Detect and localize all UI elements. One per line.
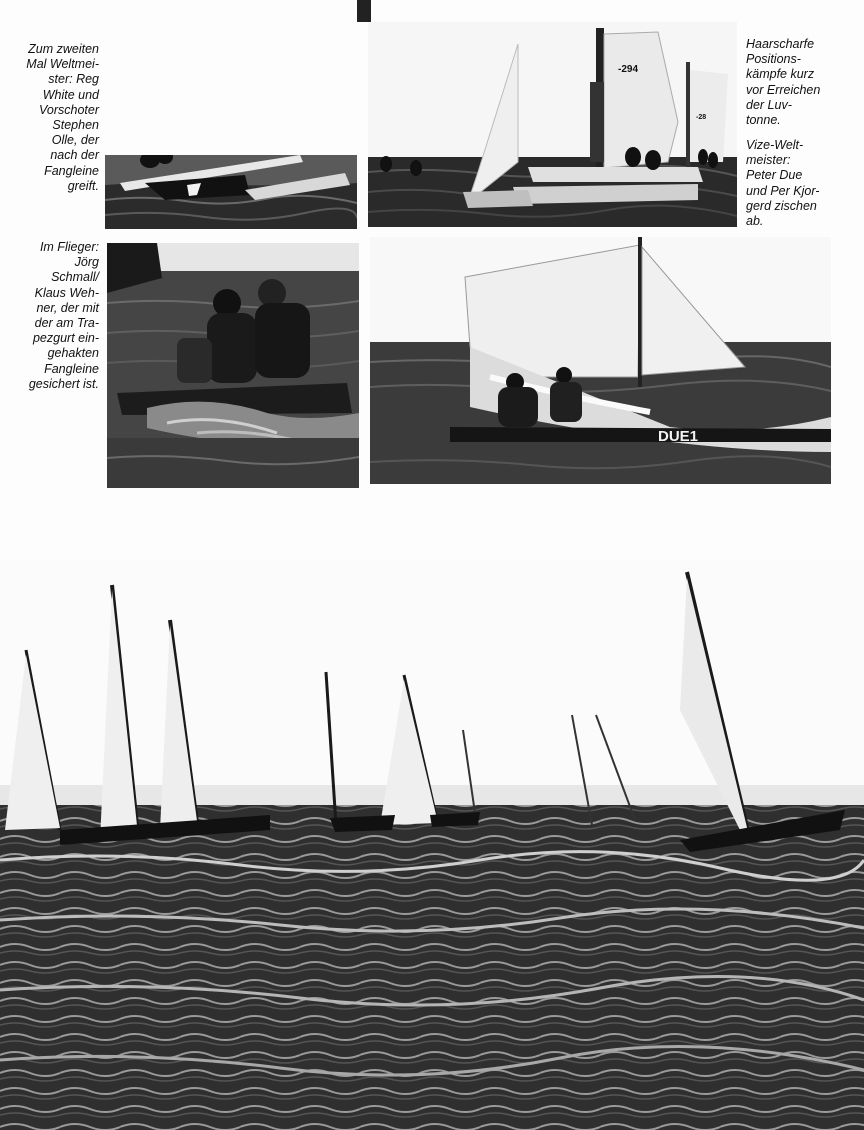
caption-flyer [4,240,99,392]
photo-world-champion [105,155,357,229]
caption-line: ner, der mit [36,300,99,315]
top-edge-mark [357,0,371,22]
caption-line: vor Erreichen [746,82,821,97]
caption-line: Mal Weltmei- [26,57,99,72]
caption-line: ster: Reg [48,72,99,87]
caption-line: Vorschoter [39,102,99,117]
caption-positions [746,37,856,128]
photo-flyer [107,243,359,488]
caption-line: Jörg [74,255,99,270]
caption-world-champion [4,42,99,194]
caption-line: der am Tra- [34,316,99,331]
caption-line: nach der [50,148,99,163]
caption-line: Fangleine [44,163,99,178]
caption-line: der Luv- [746,97,792,112]
caption-line: Im Flieger: [39,240,99,254]
caption-line: gesichert ist. [28,376,99,391]
caption-line: greift. [67,178,99,193]
caption-line: White und [42,87,99,102]
photo-positions [368,22,737,227]
sail-number-294: -294 [618,64,639,75]
caption-line: meister: [746,153,791,168]
caption-line: tonne. [746,113,781,128]
sail-number-hull: DUE1 [658,428,699,445]
caption-line: Fangleine [44,361,99,376]
caption-line: kämpfe kurz [746,67,815,82]
caption-line: Haarscharfe [746,37,815,51]
photo-vice-champion [370,237,831,484]
caption-line: pezgurt ein- [32,331,99,346]
caption-line: Stephen [52,118,99,133]
sail-number-28: -28 [696,114,707,121]
caption-line: gehakten [47,346,99,361]
caption-line: ab. [746,214,764,229]
caption-line: Positions- [746,52,801,67]
caption-line: Peter Due [746,168,803,183]
caption-line: Schmall/ [51,270,99,285]
photo-regatta-fleet [0,560,864,1130]
caption-line: Vize-Welt- [746,138,804,152]
caption-vice-champion [746,138,856,229]
caption-line: Zum zweiten [28,42,99,56]
caption-line: Klaus Weh- [34,285,99,300]
caption-line: gerd zischen [746,198,817,213]
caption-line: und Per Kjor- [746,183,820,198]
caption-line: Olle, der [51,133,99,148]
